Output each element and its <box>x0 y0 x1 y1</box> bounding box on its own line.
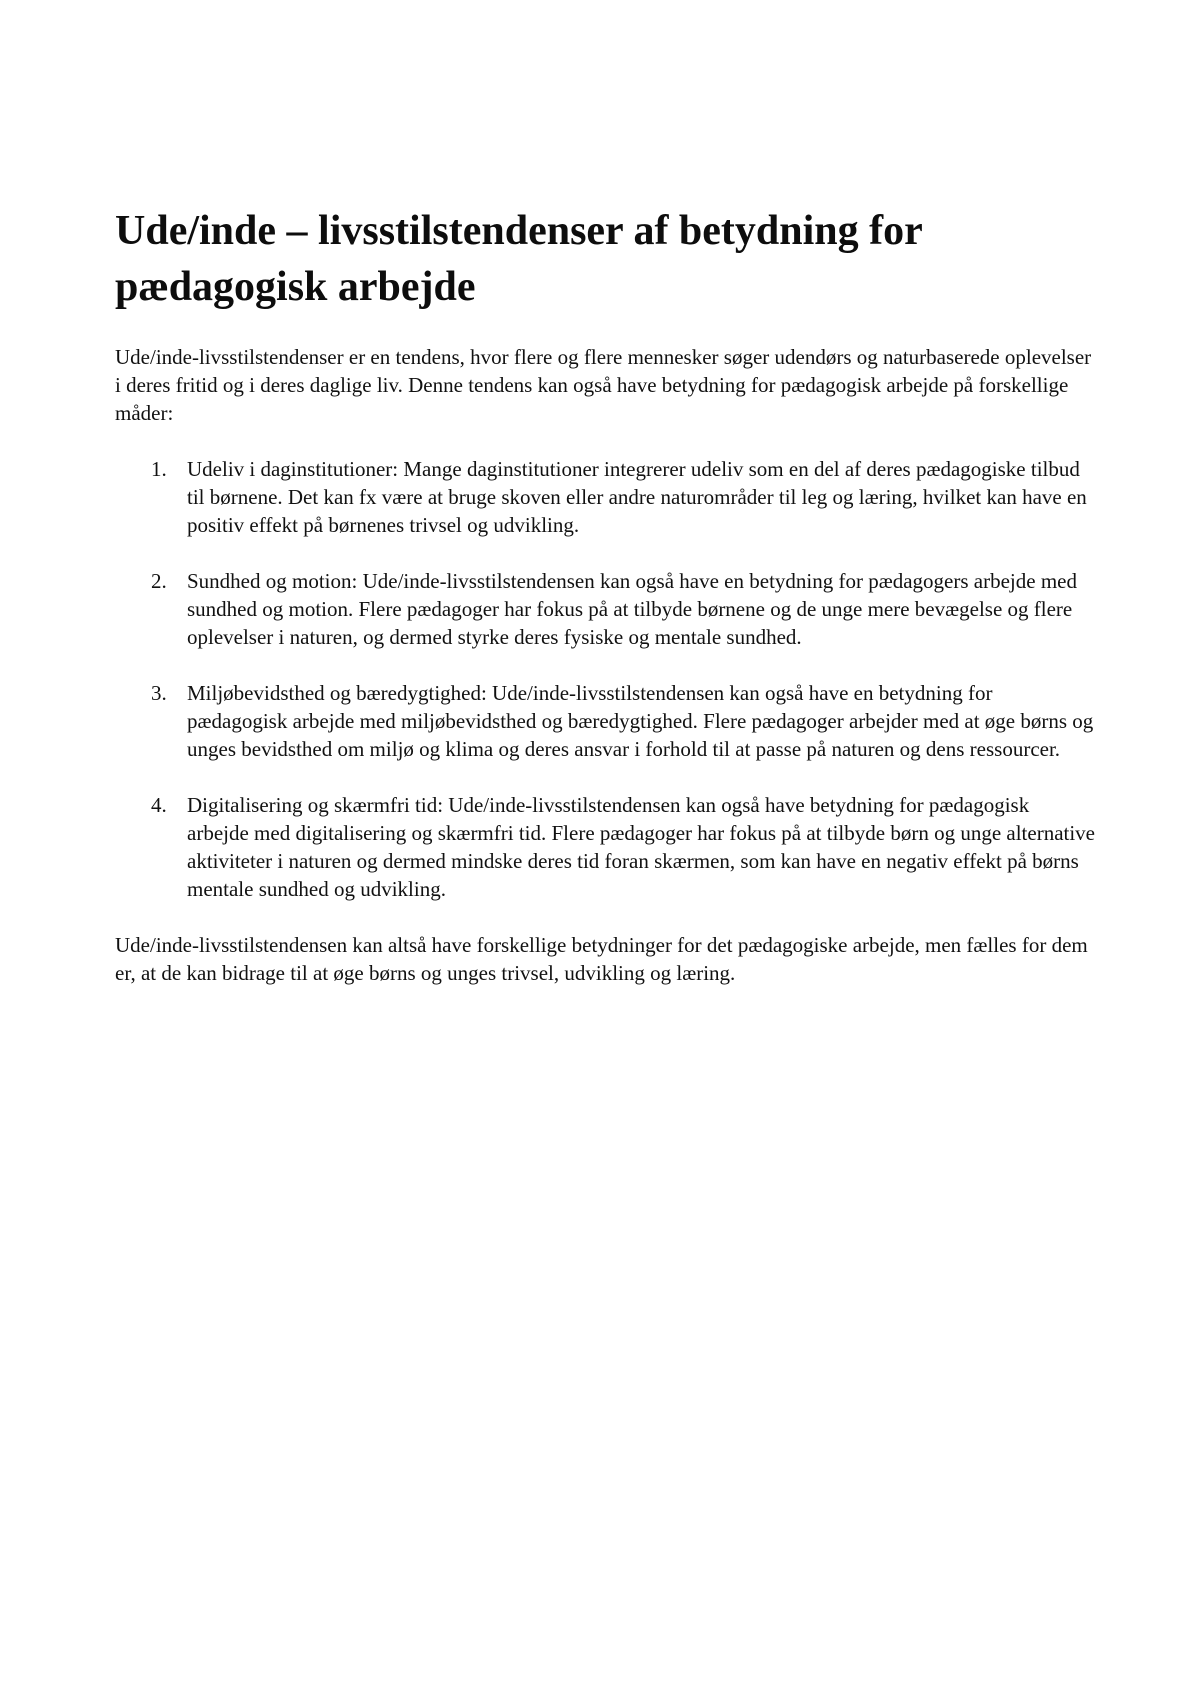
list-item <box>115 679 1095 763</box>
list-item-text: Miljøbevidsthed og bæredygtighed: Ude/inde-livsstilstendensen kan også have en betydning for pædagogisk arbejde med miljøbevidsthed og bæredygtighed. Flere pædagoger arbejder med at øge børns og unges bevidsthed om miljø og klima og deres ansvar i forhold til at passe på naturen og dens ressourcer. <box>187 681 1094 761</box>
list-item-number: 2. <box>151 569 167 593</box>
document-page <box>115 203 1095 987</box>
numbered-list <box>115 455 1095 903</box>
list-item <box>115 791 1095 903</box>
list-item-number: 1. <box>151 457 167 481</box>
list-item-text: Udeliv i daginstitutioner: Mange daginstitutioner integrerer udeliv som en del af deres pædagogiske tilbud til børnene. Det kan fx være at bruge skoven eller andre naturområder til leg og læring, hvilket kan have en positiv effekt på børnenes trivsel og udvikling. <box>187 457 1087 537</box>
list-item-number: 3. <box>151 681 167 705</box>
list-item-text: Sundhed og motion: Ude/inde-livsstilstendensen kan også have en betydning for pædagogers arbejde med sundhed og motion. Flere pædagoger har fokus på at tilbyde børnene og de unge mere bevægelse og flere oplevelser i naturen, og dermed styrke deres fysiske og mentale sundhed. <box>187 569 1077 649</box>
conclusion-paragraph: Ude/inde-livsstilstendensen kan altså have forskellige betydninger for det pædagogiske arbejde, men fælles for dem er, at de kan bidrage til at øge børns og unges trivsel, udvikling og læring. <box>115 933 1088 985</box>
list-item <box>115 455 1095 539</box>
list-item-text: Digitalisering og skærmfri tid: Ude/inde-livsstilstendensen kan også have betydning for pædagogisk arbejde med digitalisering og skærmfri tid. Flere pædagoger har fokus på at tilbyde børn og unge alternative aktiviteter i naturen og dermed mindske deres tid foran skærmen, som kan have en negativ effekt på børns mentale sundhed og udvikling. <box>187 793 1096 901</box>
list-item <box>115 567 1095 651</box>
intro-paragraph: Ude/inde-livsstilstendenser er en tendens, hvor flere og flere mennesker søger udendørs og naturbaserede oplevelser i deres fritid og i deres daglige liv. Denne tendens kan også have betydning for pædagogisk arbejde på forskellige måder: <box>115 345 1092 425</box>
document-title: Ude/inde – livsstilstendenser af betydning for pædagogisk arbejde <box>115 208 923 310</box>
list-item-number: 4. <box>151 793 167 817</box>
